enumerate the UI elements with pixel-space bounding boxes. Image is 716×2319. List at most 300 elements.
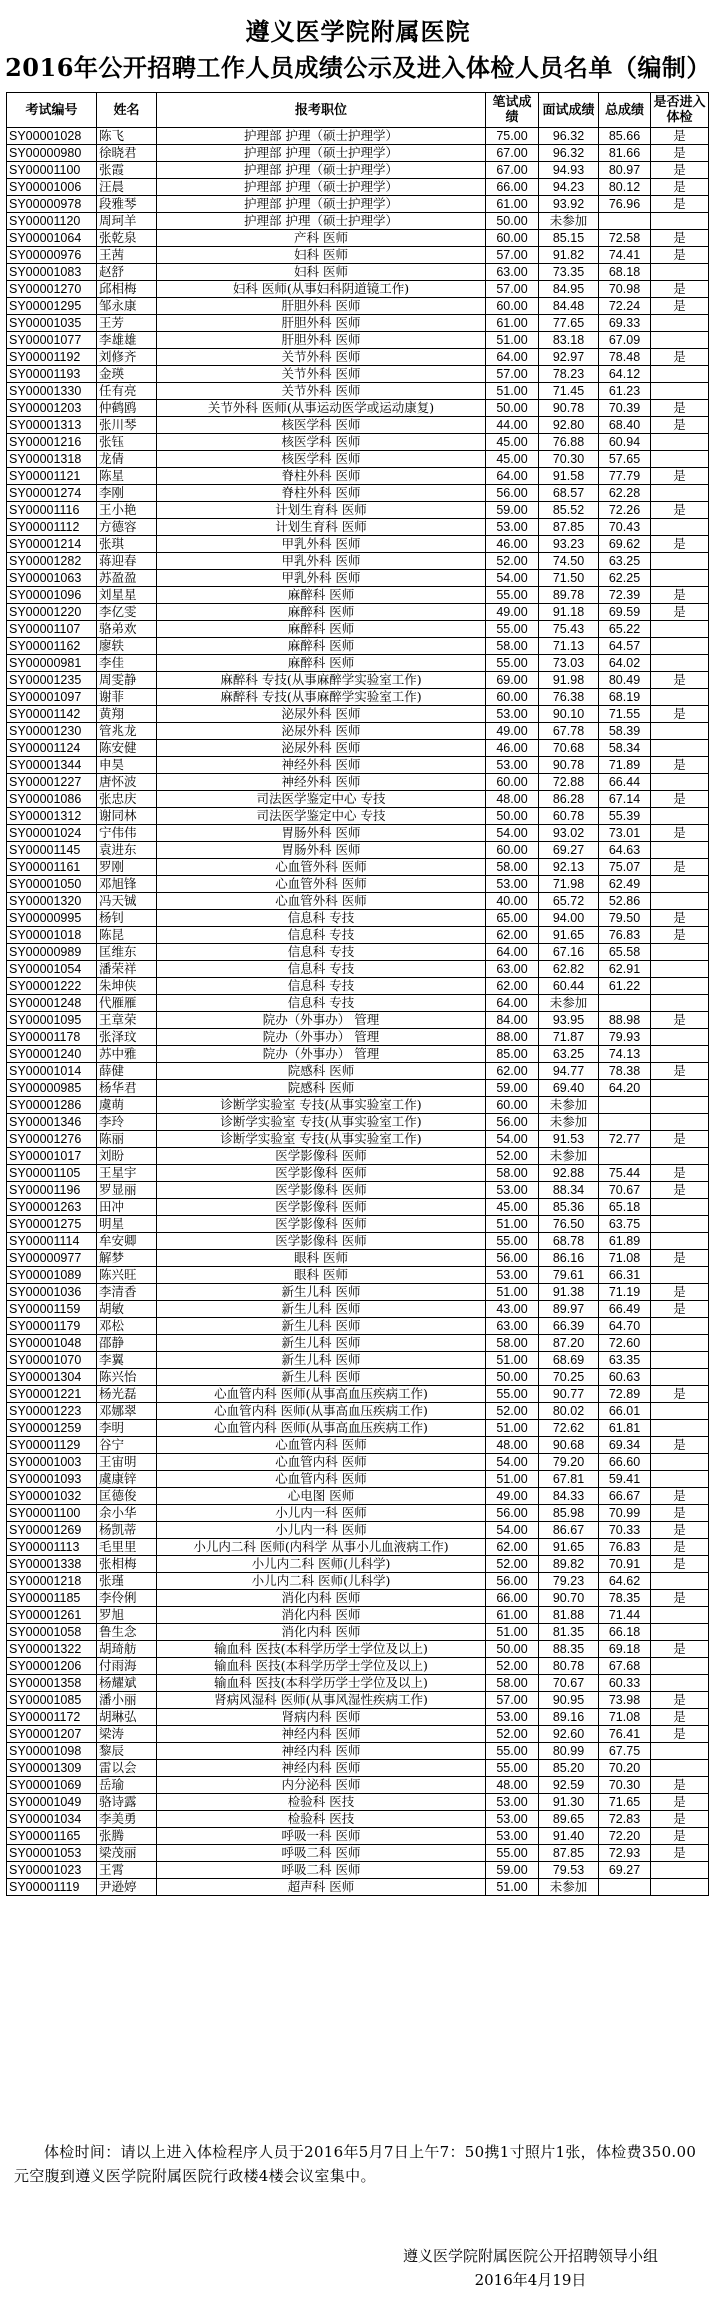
cell-total-score: 69.34	[599, 1437, 651, 1454]
cell-interview-score: 72.88	[539, 774, 599, 791]
cell-position: 小儿内二科 医师(内科学 从事小儿血液病工作)	[157, 1539, 486, 1556]
cell-exam-id: SY00001096	[7, 587, 97, 604]
cell-exam-id: SY00001036	[7, 1284, 97, 1301]
cell-name: 王茜	[97, 247, 157, 264]
cell-position: 医学影像科 医师	[157, 1216, 486, 1233]
table-row	[7, 468, 709, 485]
cell-exam-id: SY00001085	[7, 1692, 97, 1709]
cell-interview-score: 91.82	[539, 247, 599, 264]
cell-written-score: 60.00	[486, 230, 539, 247]
cell-physical-exam	[651, 485, 709, 502]
cell-written-score: 45.00	[486, 451, 539, 468]
table-row	[7, 1318, 709, 1335]
cell-name: 王小艳	[97, 502, 157, 519]
cell-written-score: 52.00	[486, 1556, 539, 1573]
cell-position: 脊柱外科 医师	[157, 468, 486, 485]
cell-written-score: 49.00	[486, 723, 539, 740]
cell-total-score: 81.66	[599, 145, 651, 162]
cell-exam-id: SY00001223	[7, 1403, 97, 1420]
cell-interview-score: 91.53	[539, 1131, 599, 1148]
cell-position: 信息科 专技	[157, 995, 486, 1012]
cell-position: 麻醉科 医师	[157, 638, 486, 655]
cell-total-score: 70.99	[599, 1505, 651, 1522]
cell-total-score: 60.63	[599, 1369, 651, 1386]
cell-position: 护理部 护理（硕士护理学）	[157, 179, 486, 196]
cell-interview-score: 92.59	[539, 1777, 599, 1794]
table-row	[7, 264, 709, 281]
table-row	[7, 332, 709, 349]
cell-interview-score: 96.32	[539, 128, 599, 145]
cell-name: 李伶俐	[97, 1590, 157, 1607]
cell-interview-score: 76.38	[539, 689, 599, 706]
cell-exam-id: SY00001129	[7, 1437, 97, 1454]
cell-name: 牟安卿	[97, 1233, 157, 1250]
cell-interview-score: 未参加	[539, 1097, 599, 1114]
table-row	[7, 502, 709, 519]
cell-exam-id: SY00001089	[7, 1267, 97, 1284]
cell-physical-exam: 是	[651, 1539, 709, 1556]
cell-interview-score: 85.98	[539, 1505, 599, 1522]
cell-written-score: 52.00	[486, 1726, 539, 1743]
cell-name: 张泽玟	[97, 1029, 157, 1046]
table-row	[7, 1794, 709, 1811]
cell-total-score: 69.27	[599, 1862, 651, 1879]
cell-name: 刘星星	[97, 587, 157, 604]
table-row	[7, 1454, 709, 1471]
table-row	[7, 485, 709, 502]
cell-written-score: 52.00	[486, 1658, 539, 1675]
table-row	[7, 757, 709, 774]
table-row	[7, 604, 709, 621]
cell-position: 小儿内二科 医师(儿科学)	[157, 1573, 486, 1590]
cell-total-score: 62.28	[599, 485, 651, 502]
cell-position: 胃肠外科 医师	[157, 825, 486, 842]
cell-total-score: 70.39	[599, 400, 651, 417]
cell-written-score: 57.00	[486, 247, 539, 264]
cell-name: 邓娜翠	[97, 1403, 157, 1420]
table-row	[7, 1675, 709, 1692]
cell-position: 新生儿科 医师	[157, 1318, 486, 1335]
cell-written-score: 57.00	[486, 281, 539, 298]
cell-name: 张乾泉	[97, 230, 157, 247]
table-row	[7, 1573, 709, 1590]
cell-written-score: 57.00	[486, 366, 539, 383]
cell-written-score: 58.00	[486, 1165, 539, 1182]
cell-physical-exam: 是	[651, 587, 709, 604]
cell-name: 张钰	[97, 434, 157, 451]
cell-written-score: 55.00	[486, 1386, 539, 1403]
cell-position: 信息科 专技	[157, 961, 486, 978]
cell-position: 心血管内科 医师	[157, 1454, 486, 1471]
cell-exam-id: SY00001318	[7, 451, 97, 468]
cell-total-score	[599, 995, 651, 1012]
cell-physical-exam: 是	[651, 1692, 709, 1709]
table-row	[7, 1386, 709, 1403]
cell-total-score: 63.75	[599, 1216, 651, 1233]
cell-exam-id: SY00000985	[7, 1080, 97, 1097]
table-row	[7, 315, 709, 332]
cell-physical-exam	[651, 1318, 709, 1335]
cell-written-score: 67.00	[486, 162, 539, 179]
cell-name: 邵静	[97, 1335, 157, 1352]
cell-exam-id: SY00001003	[7, 1454, 97, 1471]
cell-total-score: 69.59	[599, 604, 651, 621]
cell-physical-exam	[651, 944, 709, 961]
cell-interview-score: 76.50	[539, 1216, 599, 1233]
cell-total-score: 68.19	[599, 689, 651, 706]
table-row	[7, 859, 709, 876]
table-row	[7, 1845, 709, 1862]
cell-position: 妇科 医师	[157, 247, 486, 264]
cell-total-score: 64.70	[599, 1318, 651, 1335]
cell-physical-exam	[651, 808, 709, 825]
cell-written-score: 51.00	[486, 1216, 539, 1233]
cell-position: 护理部 护理（硕士护理学）	[157, 128, 486, 145]
cell-interview-score: 86.16	[539, 1250, 599, 1267]
cell-physical-exam: 是	[651, 400, 709, 417]
cell-exam-id: SY00001049	[7, 1794, 97, 1811]
cell-written-score: 88.00	[486, 1029, 539, 1046]
cell-name: 邓旭锋	[97, 876, 157, 893]
table-row	[7, 587, 709, 604]
cell-written-score: 53.00	[486, 1182, 539, 1199]
cell-total-score: 70.43	[599, 519, 651, 536]
cell-position: 眼科 医师	[157, 1267, 486, 1284]
cell-physical-exam: 是	[651, 1556, 709, 1573]
cell-name: 张忠庆	[97, 791, 157, 808]
cell-written-score: 54.00	[486, 1131, 539, 1148]
cell-interview-score: 66.39	[539, 1318, 599, 1335]
cell-written-score: 50.00	[486, 808, 539, 825]
cell-interview-score: 78.23	[539, 366, 599, 383]
cell-interview-score: 89.78	[539, 587, 599, 604]
cell-total-score: 66.44	[599, 774, 651, 791]
cell-physical-exam	[651, 876, 709, 893]
cell-physical-exam	[651, 553, 709, 570]
cell-total-score: 70.20	[599, 1760, 651, 1777]
cell-exam-id: SY00001358	[7, 1675, 97, 1692]
cell-total-score: 73.01	[599, 825, 651, 842]
cell-interview-score: 80.02	[539, 1403, 599, 1420]
cell-physical-exam: 是	[651, 1182, 709, 1199]
cell-written-score: 53.00	[486, 757, 539, 774]
cell-name: 鲁生念	[97, 1624, 157, 1641]
table-row	[7, 1097, 709, 1114]
table-row	[7, 927, 709, 944]
cell-exam-id: SY00001178	[7, 1029, 97, 1046]
table-row	[7, 910, 709, 927]
table-body	[7, 128, 709, 1896]
cell-name: 黎辰	[97, 1743, 157, 1760]
cell-written-score: 60.00	[486, 689, 539, 706]
cell-exam-id: SY00001263	[7, 1199, 97, 1216]
cell-exam-id: SY00001230	[7, 723, 97, 740]
cell-written-score: 53.00	[486, 1828, 539, 1845]
cell-interview-score: 未参加	[539, 995, 599, 1012]
cell-interview-score: 90.77	[539, 1386, 599, 1403]
table-row	[7, 774, 709, 791]
cell-exam-id: SY00000981	[7, 655, 97, 672]
cell-physical-exam	[651, 383, 709, 400]
cell-written-score: 51.00	[486, 383, 539, 400]
cell-interview-score: 未参加	[539, 1114, 599, 1131]
cell-name: 张川琴	[97, 417, 157, 434]
table-row	[7, 417, 709, 434]
table-row	[7, 1760, 709, 1777]
cell-name: 王星宇	[97, 1165, 157, 1182]
cell-written-score: 51.00	[486, 1471, 539, 1488]
cell-total-score: 71.19	[599, 1284, 651, 1301]
cell-exam-id: SY00001142	[7, 706, 97, 723]
cell-interview-score: 67.78	[539, 723, 599, 740]
cell-written-score: 60.00	[486, 774, 539, 791]
cell-interview-score: 89.97	[539, 1301, 599, 1318]
cell-physical-exam: 是	[651, 298, 709, 315]
cell-physical-exam: 是	[651, 1522, 709, 1539]
cell-written-score: 48.00	[486, 791, 539, 808]
table-row	[7, 1743, 709, 1760]
cell-physical-exam: 是	[651, 247, 709, 264]
cell-interview-score: 74.50	[539, 553, 599, 570]
cell-position: 神经内科 医师	[157, 1726, 486, 1743]
cell-exam-id: SY00001261	[7, 1607, 97, 1624]
cell-position: 新生儿科 医师	[157, 1335, 486, 1352]
cell-position: 消化内科 医师	[157, 1607, 486, 1624]
cell-interview-score: 68.78	[539, 1233, 599, 1250]
cell-name: 苏盈盈	[97, 570, 157, 587]
cell-exam-id: SY00001227	[7, 774, 97, 791]
cell-total-score: 71.55	[599, 706, 651, 723]
cell-exam-id: SY00001313	[7, 417, 97, 434]
cell-total-score: 80.12	[599, 179, 651, 196]
cell-interview-score: 85.15	[539, 230, 599, 247]
cell-name: 虞康锌	[97, 1471, 157, 1488]
cell-exam-id: SY00001235	[7, 672, 97, 689]
cell-exam-id: SY00001006	[7, 179, 97, 196]
cell-name: 尹逊婷	[97, 1879, 157, 1896]
cell-interview-score: 91.58	[539, 468, 599, 485]
cell-exam-id: SY00001322	[7, 1641, 97, 1658]
cell-position: 呼吸二科 医师	[157, 1845, 486, 1862]
cell-position: 甲乳外科 医师	[157, 536, 486, 553]
cell-name: 谷宁	[97, 1437, 157, 1454]
cell-exam-id: SY00001083	[7, 264, 97, 281]
cell-name: 李清香	[97, 1284, 157, 1301]
cell-interview-score: 77.65	[539, 315, 599, 332]
signature-block	[403, 2244, 658, 2292]
cell-total-score: 62.91	[599, 961, 651, 978]
table-row	[7, 1114, 709, 1131]
cell-name: 邱相梅	[97, 281, 157, 298]
cell-name: 李明	[97, 1420, 157, 1437]
cell-position: 医学影像科 医师	[157, 1199, 486, 1216]
signature-org: 遵义医学院附属医院公开招聘领导小组	[402, 2247, 658, 2265]
cell-name: 潘小丽	[97, 1692, 157, 1709]
cell-physical-exam: 是	[651, 825, 709, 842]
cell-physical-exam: 是	[651, 162, 709, 179]
cell-name: 陈兴旺	[97, 1267, 157, 1284]
cell-position: 麻醉科 专技(从事麻醉学实验室工作)	[157, 672, 486, 689]
cell-exam-id: SY00001346	[7, 1114, 97, 1131]
cell-written-score: 61.00	[486, 1607, 539, 1624]
cell-exam-id: SY00001098	[7, 1743, 97, 1760]
cell-written-score: 48.00	[486, 1437, 539, 1454]
cell-total-score: 88.98	[599, 1012, 651, 1029]
cell-physical-exam	[651, 1471, 709, 1488]
table-row	[7, 1726, 709, 1743]
cell-name: 方德容	[97, 519, 157, 536]
cell-exam-id: SY00001058	[7, 1624, 97, 1641]
cell-exam-id: SY00001248	[7, 995, 97, 1012]
cell-total-score: 77.79	[599, 468, 651, 485]
cell-written-score: 56.00	[486, 1573, 539, 1590]
cell-position: 新生儿科 医师	[157, 1352, 486, 1369]
cell-interview-score: 84.48	[539, 298, 599, 315]
cell-position: 麻醉科 专技(从事麻醉学实验室工作)	[157, 689, 486, 706]
cell-total-score: 64.20	[599, 1080, 651, 1097]
table-row	[7, 349, 709, 366]
cell-name: 唐怀波	[97, 774, 157, 791]
table-row	[7, 1692, 709, 1709]
cell-interview-score: 92.60	[539, 1726, 599, 1743]
cell-name: 梁茂丽	[97, 1845, 157, 1862]
cell-exam-id: SY00001286	[7, 1097, 97, 1114]
table-row	[7, 570, 709, 587]
cell-exam-id: SY00001070	[7, 1352, 97, 1369]
cell-total-score: 66.18	[599, 1624, 651, 1641]
cell-name: 杨凯蒂	[97, 1522, 157, 1539]
cell-total-score: 71.08	[599, 1250, 651, 1267]
cell-name: 李美勇	[97, 1811, 157, 1828]
cell-written-score: 53.00	[486, 1709, 539, 1726]
cell-physical-exam	[651, 1760, 709, 1777]
cell-exam-id: SY00001295	[7, 298, 97, 315]
cell-name: 蒋迎春	[97, 553, 157, 570]
cell-exam-id: SY00000976	[7, 247, 97, 264]
cell-physical-exam	[651, 1573, 709, 1590]
cell-total-score: 66.31	[599, 1267, 651, 1284]
cell-name: 陈安健	[97, 740, 157, 757]
cell-name: 岳瑜	[97, 1777, 157, 1794]
cell-interview-score: 85.36	[539, 1199, 599, 1216]
cell-written-score: 55.00	[486, 1845, 539, 1862]
cell-interview-score: 68.69	[539, 1352, 599, 1369]
cell-name: 杨耀斌	[97, 1675, 157, 1692]
cell-interview-score: 70.25	[539, 1369, 599, 1386]
table-row	[7, 1199, 709, 1216]
cell-total-score: 71.44	[599, 1607, 651, 1624]
cell-total-score: 67.14	[599, 791, 651, 808]
table-row	[7, 1505, 709, 1522]
table-row	[7, 128, 709, 145]
cell-interview-score: 71.13	[539, 638, 599, 655]
cell-interview-score: 91.65	[539, 1539, 599, 1556]
cell-interview-score: 91.30	[539, 1794, 599, 1811]
cell-written-score: 64.00	[486, 995, 539, 1012]
cell-interview-score: 91.18	[539, 604, 599, 621]
cell-physical-exam: 是	[651, 1709, 709, 1726]
cell-name: 张霞	[97, 162, 157, 179]
cell-interview-score: 90.70	[539, 1590, 599, 1607]
cell-interview-score: 91.38	[539, 1284, 599, 1301]
table-row	[7, 519, 709, 536]
cell-interview-score: 71.98	[539, 876, 599, 893]
cell-name: 李佳	[97, 655, 157, 672]
table-row	[7, 1777, 709, 1794]
cell-written-score: 60.00	[486, 842, 539, 859]
cell-physical-exam	[651, 1233, 709, 1250]
cell-name: 骆弟欢	[97, 621, 157, 638]
cell-total-score: 72.20	[599, 1828, 651, 1845]
cell-physical-exam: 是	[651, 1131, 709, 1148]
cell-exam-id: SY00001093	[7, 1471, 97, 1488]
cell-written-score: 52.00	[486, 553, 539, 570]
cell-total-score: 62.25	[599, 570, 651, 587]
table-row	[7, 1012, 709, 1029]
cell-total-score: 64.12	[599, 366, 651, 383]
cell-interview-score: 72.62	[539, 1420, 599, 1437]
cell-interview-score: 94.93	[539, 162, 599, 179]
table-row	[7, 740, 709, 757]
cell-total-score: 64.63	[599, 842, 651, 859]
cell-position: 神经内科 医师	[157, 1760, 486, 1777]
cell-written-score: 51.00	[486, 1879, 539, 1896]
cell-name: 胡琦舫	[97, 1641, 157, 1658]
table-row	[7, 1539, 709, 1556]
cell-position: 信息科 专技	[157, 978, 486, 995]
table-row	[7, 1080, 709, 1097]
cell-position: 护理部 护理（硕士护理学）	[157, 162, 486, 179]
cell-interview-score: 80.99	[539, 1743, 599, 1760]
cell-total-score: 55.39	[599, 808, 651, 825]
cell-name: 谢同林	[97, 808, 157, 825]
cell-position: 产科 医师	[157, 230, 486, 247]
cell-name: 田冲	[97, 1199, 157, 1216]
cell-total-score	[599, 1097, 651, 1114]
cell-physical-exam: 是	[651, 757, 709, 774]
cell-written-score: 50.00	[486, 213, 539, 230]
cell-position: 神经外科 医师	[157, 757, 486, 774]
cell-name: 刘盼	[97, 1148, 157, 1165]
cell-name: 梁涛	[97, 1726, 157, 1743]
cell-position: 小儿内一科 医师	[157, 1522, 486, 1539]
cell-written-score: 55.00	[486, 655, 539, 672]
cell-interview-score: 88.34	[539, 1182, 599, 1199]
cell-physical-exam	[651, 366, 709, 383]
cell-exam-id: SY00001100	[7, 1505, 97, 1522]
cell-exam-id: SY00001269	[7, 1522, 97, 1539]
cell-physical-exam: 是	[651, 196, 709, 213]
cell-name: 张相梅	[97, 1556, 157, 1573]
cell-position: 关节外科 医师	[157, 383, 486, 400]
col-header-total-score: 总成绩	[599, 93, 651, 128]
cell-written-score: 55.00	[486, 1743, 539, 1760]
table-row	[7, 893, 709, 910]
cell-name: 潘荣祥	[97, 961, 157, 978]
cell-interview-score: 79.61	[539, 1267, 599, 1284]
cell-name: 匡德俊	[97, 1488, 157, 1505]
cell-name: 薛健	[97, 1063, 157, 1080]
cell-position: 输血科 医技(本科学历学士学位及以上)	[157, 1658, 486, 1675]
table-row	[7, 1148, 709, 1165]
col-header-exam-id: 考试编号	[7, 93, 97, 128]
cell-interview-score: 84.33	[539, 1488, 599, 1505]
cell-written-score: 64.00	[486, 944, 539, 961]
cell-written-score: 51.00	[486, 1420, 539, 1437]
cell-exam-id: SY00001192	[7, 349, 97, 366]
table-row	[7, 723, 709, 740]
cell-interview-score: 87.85	[539, 1845, 599, 1862]
